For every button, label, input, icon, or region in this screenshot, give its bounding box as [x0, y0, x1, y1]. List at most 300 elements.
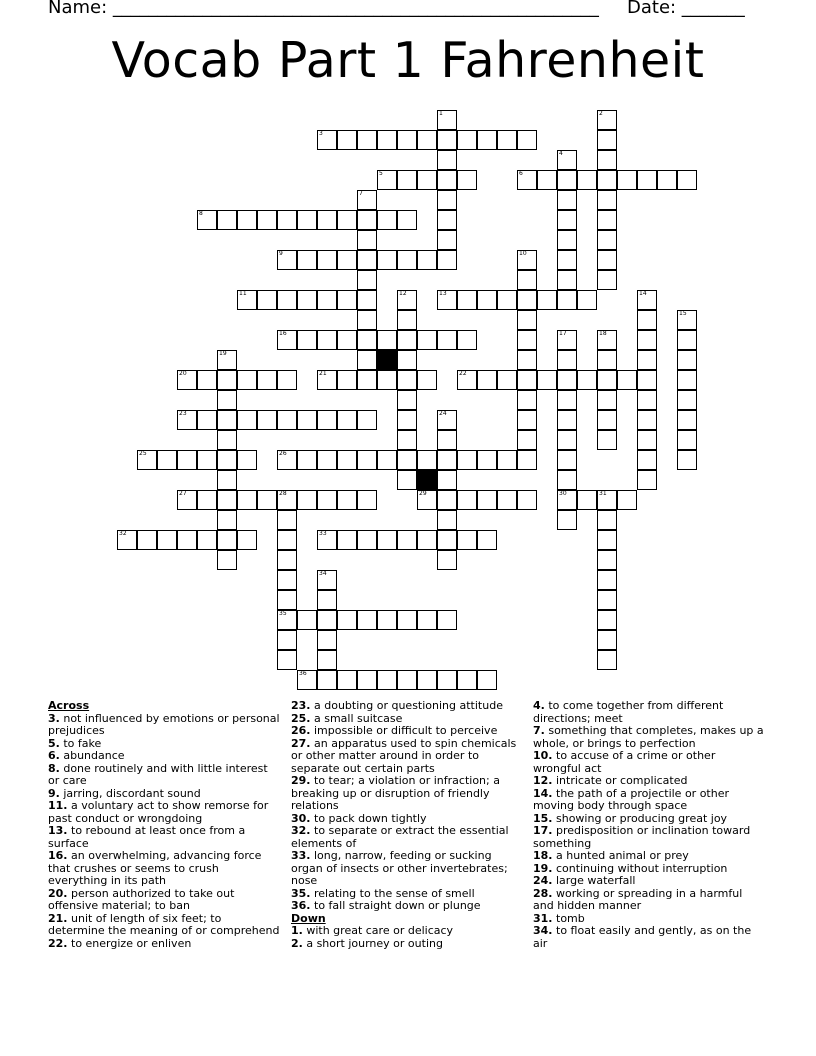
clue-item-number: 25.	[291, 711, 311, 725]
crossword-cell[interactable]	[397, 390, 417, 410]
crossword-cell[interactable]	[597, 250, 617, 270]
crossword-cell[interactable]	[637, 350, 657, 370]
clue-number: 31	[599, 490, 607, 497]
clue-item-number: 9.	[48, 786, 60, 800]
crossword-cell[interactable]	[557, 450, 577, 470]
clue-number: 14	[639, 290, 647, 297]
crossword-cell[interactable]	[217, 350, 237, 370]
crossword-cell[interactable]	[317, 590, 337, 610]
crossword-cell[interactable]	[317, 290, 337, 310]
crossword-cell[interactable]	[417, 610, 437, 630]
crossword-cell[interactable]	[217, 510, 237, 530]
crossword-cell[interactable]	[597, 430, 617, 450]
crossword-cell[interactable]	[357, 130, 377, 150]
crossword-cell[interactable]	[277, 570, 297, 590]
crossword-cell[interactable]	[197, 370, 217, 390]
clue-item-number: 22.	[48, 936, 68, 950]
crossword-cell[interactable]	[297, 210, 317, 230]
crossword-cell[interactable]	[517, 410, 537, 430]
crossword-cell[interactable]	[457, 450, 477, 470]
crossword-cell[interactable]	[457, 370, 477, 390]
crossword-cell[interactable]	[517, 330, 537, 350]
crossword-cell[interactable]	[557, 330, 577, 350]
crossword-cell[interactable]	[317, 210, 337, 230]
crossword-cell[interactable]	[397, 670, 417, 690]
crossword-cell[interactable]	[657, 170, 677, 190]
crossword-cell[interactable]	[557, 270, 577, 290]
crossword-cell[interactable]	[197, 210, 217, 230]
crossword-cell[interactable]	[197, 490, 217, 510]
crossword-cell[interactable]	[197, 450, 217, 470]
crossword-cell[interactable]	[217, 410, 237, 430]
crossword-cell[interactable]	[437, 550, 457, 570]
crossword-cell[interactable]	[597, 630, 617, 650]
crossword-cell[interactable]	[477, 530, 497, 550]
crossword-cell[interactable]	[397, 450, 417, 470]
clue-item-text: predisposition or inclination toward something	[533, 824, 751, 850]
crossword-cell[interactable]	[277, 210, 297, 230]
crossword-cell[interactable]	[597, 550, 617, 570]
crossword-cell[interactable]	[177, 410, 197, 430]
crossword-cell[interactable]	[557, 150, 577, 170]
crossword-cell[interactable]	[377, 610, 397, 630]
crossword-cell[interactable]	[377, 530, 397, 550]
crossword-cell[interactable]	[377, 370, 397, 390]
crossword-cell[interactable]	[237, 210, 257, 230]
crossword-cell[interactable]	[397, 610, 417, 630]
crossword-cell[interactable]	[217, 530, 237, 550]
crossword-cell[interactable]	[397, 310, 417, 330]
crossword-cell[interactable]	[517, 490, 537, 510]
crossword-cell[interactable]	[357, 530, 377, 550]
crossword-cell[interactable]	[517, 430, 537, 450]
crossword-cell[interactable]	[497, 370, 517, 390]
crossword-cell[interactable]	[617, 170, 637, 190]
crossword-cell[interactable]	[237, 450, 257, 470]
crossword-cell[interactable]	[277, 630, 297, 650]
crossword-cell[interactable]	[317, 130, 337, 150]
crossword-cell[interactable]	[557, 470, 577, 490]
crossword-cell[interactable]	[397, 470, 417, 490]
crossword-cell[interactable]	[417, 670, 437, 690]
crossword-cell[interactable]	[357, 270, 377, 290]
crossword-cell[interactable]	[337, 250, 357, 270]
crossword-cell[interactable]	[517, 250, 537, 270]
crossword-cell[interactable]	[217, 470, 237, 490]
crossword-cell[interactable]	[357, 330, 377, 350]
crossword-cell[interactable]	[597, 230, 617, 250]
crossword-cell[interactable]	[317, 670, 337, 690]
crossword-cell[interactable]	[397, 330, 417, 350]
clue-item-text: relating to the sense of smell	[314, 886, 475, 900]
crossword-cell[interactable]	[597, 190, 617, 210]
crossword-cell[interactable]	[457, 130, 477, 150]
crossword-cell[interactable]	[177, 530, 197, 550]
crossword-cell[interactable]	[277, 290, 297, 310]
crossword-cell[interactable]	[337, 330, 357, 350]
crossword-cell[interactable]	[397, 290, 417, 310]
crossword-cell[interactable]	[557, 410, 577, 430]
clue-item-number: 31.	[533, 911, 553, 925]
clue-item-text: done routinely and with little interest or care	[48, 761, 268, 787]
crossword-cell[interactable]	[677, 330, 697, 350]
crossword-cell[interactable]	[597, 650, 617, 670]
crossword-cell[interactable]	[597, 110, 617, 130]
crossword-cell[interactable]	[477, 670, 497, 690]
crossword-cell[interactable]	[597, 490, 617, 510]
crossword-cell[interactable]	[317, 570, 337, 590]
crossword-cell[interactable]	[637, 430, 657, 450]
crossword-cell[interactable]	[437, 530, 457, 550]
crossword-cell[interactable]	[357, 670, 377, 690]
crossword-cell[interactable]	[217, 490, 237, 510]
crossword-cell[interactable]	[177, 490, 197, 510]
crossword-cell[interactable]	[537, 290, 557, 310]
crossword-cell[interactable]	[337, 490, 357, 510]
crossword-cell[interactable]	[637, 410, 657, 430]
crossword-cell[interactable]	[377, 210, 397, 230]
crossword-cell[interactable]	[317, 250, 337, 270]
crossword-cell[interactable]	[637, 170, 657, 190]
crossword-cell[interactable]	[297, 250, 317, 270]
crossword-cell[interactable]	[237, 370, 257, 390]
crossword-cell[interactable]	[477, 450, 497, 470]
crossword-cell[interactable]	[437, 490, 457, 510]
crossword-cell[interactable]	[437, 170, 457, 190]
crossword-cell[interactable]	[397, 410, 417, 430]
crossword-cell[interactable]	[157, 450, 177, 470]
crossword-cell[interactable]	[257, 210, 277, 230]
crossword-cell[interactable]	[637, 370, 657, 390]
crossword-cell[interactable]	[197, 530, 217, 550]
clue-number: 20	[179, 370, 187, 377]
crossword-cell[interactable]	[277, 510, 297, 530]
crossword-cell[interactable]	[357, 490, 377, 510]
crossword-cell[interactable]	[637, 470, 657, 490]
crossword-cell[interactable]	[557, 250, 577, 270]
crossword-cell[interactable]	[517, 130, 537, 150]
crossword-cell[interactable]	[357, 210, 377, 230]
crossword-cell[interactable]	[557, 230, 577, 250]
clue-item-number: 8.	[48, 761, 60, 775]
crossword-cell[interactable]	[677, 430, 697, 450]
crossword-cell[interactable]	[117, 530, 137, 550]
crossword-cell[interactable]	[597, 410, 617, 430]
crossword-cell[interactable]	[597, 270, 617, 290]
crossword-cell[interactable]	[357, 290, 377, 310]
crossword-cell[interactable]	[617, 490, 637, 510]
crossword-cell[interactable]	[217, 450, 237, 470]
crossword-cell[interactable]	[357, 350, 377, 370]
crossword-cell[interactable]	[297, 330, 317, 350]
crossword-cell[interactable]	[237, 290, 257, 310]
crossword-cell[interactable]	[137, 450, 157, 470]
clue-item-text: person authorized to take out offensive material; to ban	[48, 886, 235, 912]
crossword-cell[interactable]	[397, 430, 417, 450]
crossword-cell[interactable]	[317, 630, 337, 650]
crossword-cell[interactable]	[597, 390, 617, 410]
crossword-cell[interactable]	[357, 310, 377, 330]
crossword-cell[interactable]	[437, 230, 457, 250]
crossword-cell[interactable]	[457, 490, 477, 510]
crossword-cell[interactable]	[517, 310, 537, 330]
crossword-cell[interactable]	[277, 450, 297, 470]
clue-item-text: to float easily and gently, as on the air	[533, 924, 752, 950]
crossword-cell[interactable]	[377, 330, 397, 350]
crossword-cell[interactable]	[497, 490, 517, 510]
crossword-cell[interactable]	[277, 330, 297, 350]
crossword-cell[interactable]	[617, 370, 637, 390]
crossword-cell[interactable]	[317, 490, 337, 510]
crossword-cell[interactable]	[437, 190, 457, 210]
crossword-cell[interactable]	[517, 290, 537, 310]
crossword-cell[interactable]	[257, 410, 277, 430]
crossword-cell[interactable]	[517, 350, 537, 370]
crossword-cell[interactable]	[517, 270, 537, 290]
crossword-cell[interactable]	[217, 370, 237, 390]
crossword-cell[interactable]	[597, 330, 617, 350]
crossword-cell[interactable]	[317, 530, 337, 550]
crossword-cell[interactable]	[317, 370, 337, 390]
crossword-cell[interactable]	[377, 670, 397, 690]
crossword-cell[interactable]	[237, 530, 257, 550]
crossword-cell[interactable]	[317, 650, 337, 670]
crossword-cell[interactable]	[477, 290, 497, 310]
crossword-cell[interactable]	[337, 370, 357, 390]
crossword-cell[interactable]	[437, 470, 457, 490]
crossword-cell[interactable]	[237, 410, 257, 430]
crossword-cell[interactable]	[577, 290, 597, 310]
crossword-cell[interactable]	[497, 450, 517, 470]
crossword-cell[interactable]	[577, 490, 597, 510]
crossword-cell[interactable]	[437, 330, 457, 350]
crossword-cell[interactable]	[377, 130, 397, 150]
crossword-cell[interactable]	[417, 490, 437, 510]
crossword-cell[interactable]	[417, 530, 437, 550]
crossword-cell[interactable]	[557, 170, 577, 190]
crossword-cell[interactable]	[517, 170, 537, 190]
crossword-cell[interactable]	[297, 670, 317, 690]
clue-item-number: 13.	[48, 824, 68, 837]
crossword-cell[interactable]	[297, 490, 317, 510]
crossword-cell[interactable]	[277, 370, 297, 390]
crossword-cell[interactable]	[277, 250, 297, 270]
crossword-cell[interactable]	[357, 250, 377, 270]
crossword-cell[interactable]	[677, 410, 697, 430]
crossword-cell[interactable]	[277, 530, 297, 550]
crossword-cell[interactable]	[597, 210, 617, 230]
crossword-cell[interactable]	[637, 390, 657, 410]
crossword-cell[interactable]	[437, 670, 457, 690]
crossword-cell[interactable]	[337, 670, 357, 690]
crossword-cell[interactable]	[517, 370, 537, 390]
clue-item-number: 17.	[533, 824, 553, 837]
crossword-cell[interactable]	[337, 610, 357, 630]
crossword-cell[interactable]	[437, 450, 457, 470]
crossword-cell[interactable]	[317, 610, 337, 630]
clue-item-text: a voluntary act to show remorse for past conduct or wrongdoing	[48, 799, 269, 825]
crossword-cell[interactable]	[457, 670, 477, 690]
crossword-cell[interactable]	[597, 350, 617, 370]
crossword-cell[interactable]	[177, 450, 197, 470]
crossword-cell[interactable]	[417, 170, 437, 190]
crossword-cell[interactable]	[437, 510, 457, 530]
crossword-cell[interactable]	[477, 130, 497, 150]
crossword-cell[interactable]	[277, 550, 297, 570]
crossword-cell[interactable]	[517, 390, 537, 410]
crossword-cell[interactable]	[597, 570, 617, 590]
clue-item	[48, 763, 280, 788]
crossword-cell[interactable]	[557, 370, 577, 390]
clue-item-text: tomb	[556, 911, 585, 925]
crossword-cell[interactable]	[277, 590, 297, 610]
crossword-cell[interactable]	[417, 450, 437, 470]
crossword-cell[interactable]	[557, 210, 577, 230]
crossword-cell[interactable]	[197, 410, 217, 430]
crossword-cell[interactable]	[397, 530, 417, 550]
crossword-cell[interactable]	[537, 170, 557, 190]
clue-number: 5	[379, 170, 383, 177]
crossword-cell[interactable]	[477, 370, 497, 390]
crossword-cell[interactable]	[397, 370, 417, 390]
crossword-cell[interactable]	[217, 390, 237, 410]
crossword-cell[interactable]	[397, 250, 417, 270]
crossword-cell[interactable]	[637, 310, 657, 330]
crossword-cell[interactable]	[677, 310, 697, 330]
crossword-cell[interactable]	[417, 330, 437, 350]
crossword-cell[interactable]	[157, 530, 177, 550]
crossword-cell[interactable]	[437, 130, 457, 150]
crossword-cell[interactable]	[637, 290, 657, 310]
crossword-cell[interactable]	[437, 210, 457, 230]
crossword-cell[interactable]	[177, 370, 197, 390]
crossword-cell[interactable]	[357, 370, 377, 390]
crossword-cell[interactable]	[597, 370, 617, 390]
crossword-cell[interactable]	[497, 130, 517, 150]
crossword-cell[interactable]	[337, 410, 357, 430]
crossword-cell[interactable]	[677, 390, 697, 410]
crossword-cell[interactable]	[437, 430, 457, 450]
crossword-cell[interactable]	[557, 350, 577, 370]
crossword-cell[interactable]	[637, 450, 657, 470]
crossword-cell[interactable]	[597, 170, 617, 190]
crossword-cell[interactable]	[297, 610, 317, 630]
crossword-cell[interactable]	[557, 290, 577, 310]
crossword-cell[interactable]	[357, 190, 377, 210]
crossword-cell[interactable]	[257, 370, 277, 390]
clue-number: 6	[519, 170, 523, 177]
crossword-cell[interactable]	[277, 610, 297, 630]
crossword-cell[interactable]	[457, 170, 477, 190]
crossword-cell[interactable]	[677, 450, 697, 470]
clue-item	[48, 800, 280, 825]
crossword-cell[interactable]	[277, 490, 297, 510]
crossword-cell[interactable]	[557, 190, 577, 210]
crossword-cell[interactable]	[297, 450, 317, 470]
crossword-cell[interactable]	[317, 450, 337, 470]
crossword-cell[interactable]	[217, 210, 237, 230]
crossword-cell[interactable]	[377, 170, 397, 190]
crossword-cell[interactable]	[317, 410, 337, 430]
crossword-cell[interactable]	[297, 410, 317, 430]
crossword-cell[interactable]	[497, 290, 517, 310]
clue-number: 30	[559, 490, 567, 497]
crossword-cell[interactable]	[437, 250, 457, 270]
crossword-cell[interactable]	[597, 510, 617, 530]
crossword-cell[interactable]	[337, 130, 357, 150]
crossword-cell[interactable]	[317, 330, 337, 350]
crossword-cell[interactable]	[417, 250, 437, 270]
crossword-cell[interactable]	[437, 410, 457, 430]
crossword-cell[interactable]	[577, 370, 597, 390]
crossword-cell[interactable]	[577, 170, 597, 190]
crossword-cell[interactable]	[137, 530, 157, 550]
crossword-cell[interactable]	[237, 490, 257, 510]
crossword-cell[interactable]	[257, 290, 277, 310]
crossword-cell[interactable]	[217, 550, 237, 570]
crossword-cell[interactable]	[597, 610, 617, 630]
crossword-cell[interactable]	[557, 490, 577, 510]
crossword-cell[interactable]	[677, 350, 697, 370]
crossword-cell[interactable]	[537, 370, 557, 390]
crossword-cell[interactable]	[637, 330, 657, 350]
crossword-cell[interactable]	[397, 170, 417, 190]
crossword-cell[interactable]	[377, 450, 397, 470]
crossword-cell[interactable]	[677, 170, 697, 190]
crossword-cell[interactable]	[397, 210, 417, 230]
crossword-cell[interactable]	[337, 290, 357, 310]
clue-item-number: 12.	[533, 774, 553, 787]
crossword-cell[interactable]	[457, 290, 477, 310]
crossword-cell[interactable]	[557, 510, 577, 530]
crossword-cell[interactable]	[277, 410, 297, 430]
crossword-cell[interactable]	[557, 430, 577, 450]
crossword-cell[interactable]	[597, 530, 617, 550]
crossword-cell[interactable]	[677, 370, 697, 390]
crossword-cell[interactable]	[337, 210, 357, 230]
crossword-cell[interactable]	[597, 150, 617, 170]
crossword-cell[interactable]	[297, 290, 317, 310]
crossword-cell[interactable]	[437, 610, 457, 630]
crossword-cell[interactable]	[277, 650, 297, 670]
crossword-cell[interactable]	[437, 110, 457, 130]
clue-number: 7	[359, 190, 363, 197]
crossword-cell[interactable]	[557, 390, 577, 410]
crossword-cell[interactable]	[377, 250, 397, 270]
crossword-cell[interactable]	[457, 530, 477, 550]
crossword-cell[interactable]	[397, 130, 417, 150]
crossword-cell[interactable]	[417, 370, 437, 390]
crossword-cell[interactable]	[517, 450, 537, 470]
crossword-cell[interactable]	[457, 330, 477, 350]
crossword-cell[interactable]	[597, 590, 617, 610]
crossword-cell[interactable]	[357, 450, 377, 470]
crossword-cell[interactable]	[337, 450, 357, 470]
crossword-cell[interactable]	[417, 130, 437, 150]
crossword-cell[interactable]	[437, 150, 457, 170]
crossword-cell[interactable]	[217, 430, 237, 450]
crossword-cell[interactable]	[477, 490, 497, 510]
crossword-cell[interactable]	[597, 130, 617, 150]
crossword-cell[interactable]	[397, 350, 417, 370]
crossword-cell[interactable]	[257, 490, 277, 510]
crossword-cell[interactable]	[357, 410, 377, 430]
crossword-cell[interactable]	[357, 230, 377, 250]
clue-number: 9	[279, 250, 283, 257]
crossword-cell[interactable]	[437, 290, 457, 310]
crossword-cell[interactable]	[337, 530, 357, 550]
crossword-cell[interactable]	[357, 610, 377, 630]
